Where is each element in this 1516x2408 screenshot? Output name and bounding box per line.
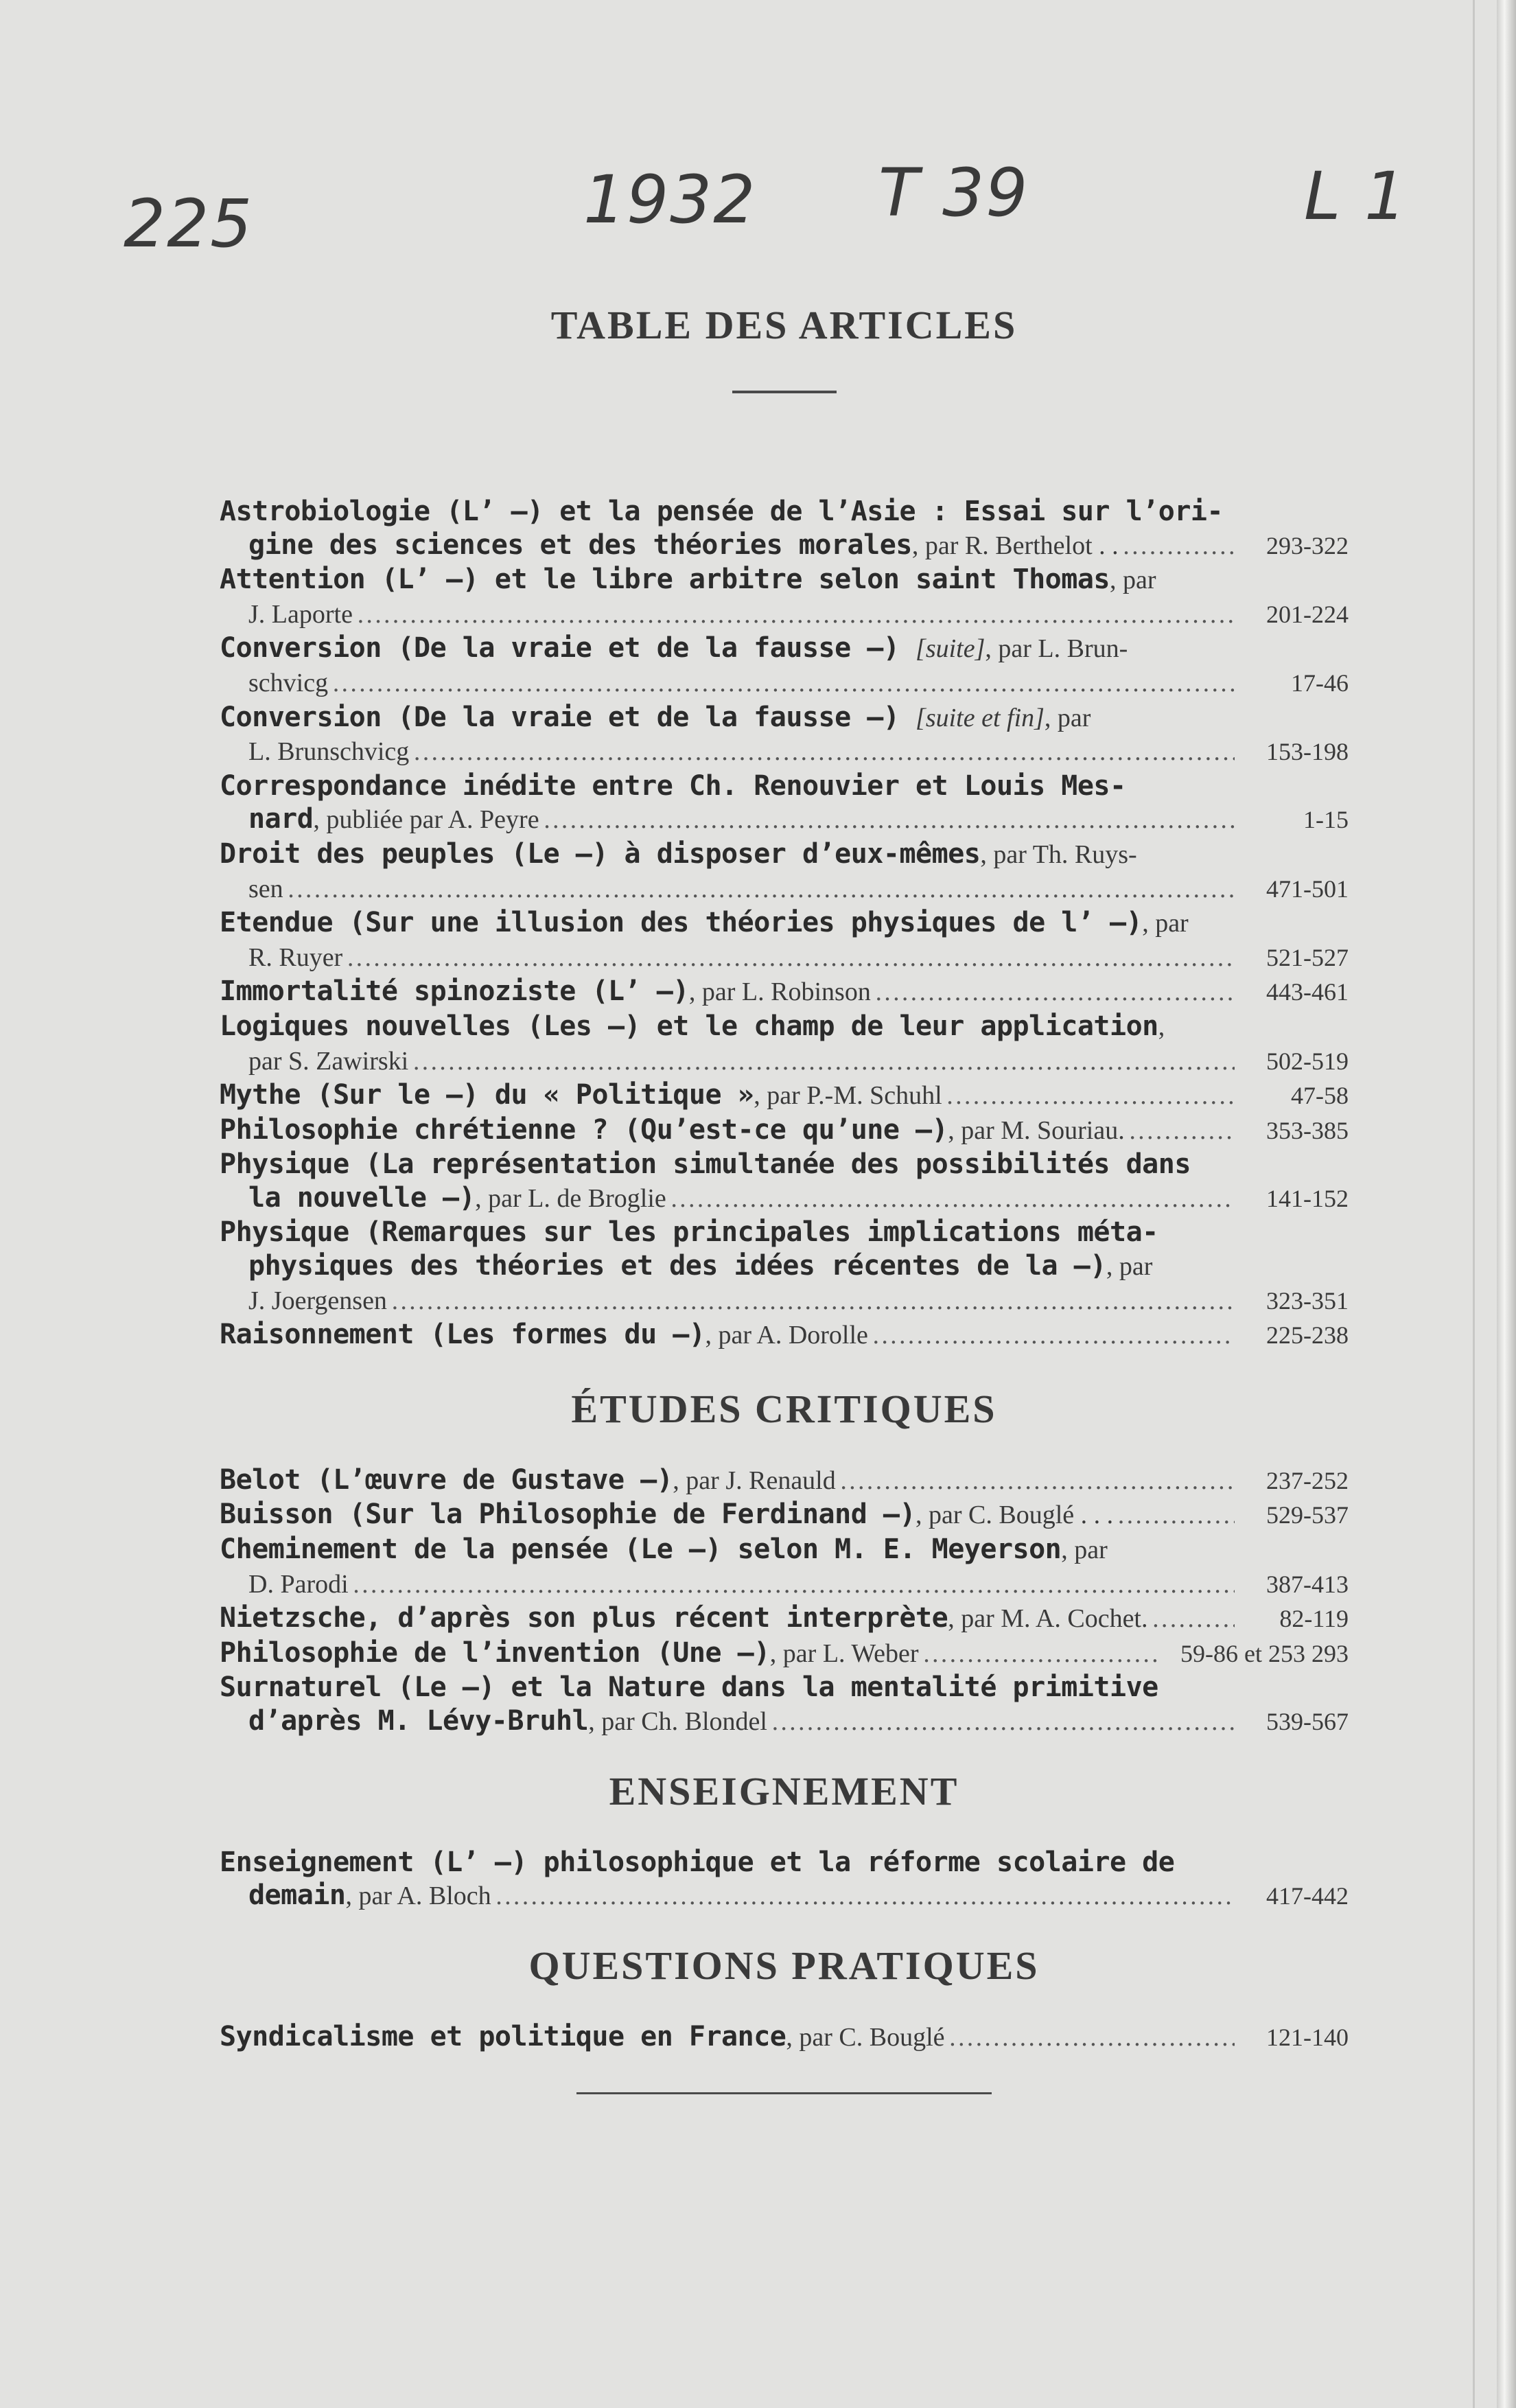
- entry-line: [220, 1704, 1349, 1739]
- entry-author: , par: [1142, 909, 1189, 938]
- toc-entry: [220, 1671, 1349, 1739]
- entry-author: R. Ruyer: [248, 942, 343, 972]
- entry-heading: Nietzsche, d’après son plus récent interprète: [220, 1602, 948, 1634]
- page-range: 443-461: [1266, 978, 1349, 1006]
- end-divider: [576, 2092, 992, 2094]
- entry-text: [220, 1078, 942, 1113]
- toc-entry: [220, 632, 1349, 700]
- entry-author: , par L. Robinson: [688, 977, 871, 1007]
- entry-line: [220, 563, 1349, 597]
- leader-dots: [1129, 1115, 1235, 1148]
- entry-text: [248, 802, 539, 837]
- toc-entry: [220, 769, 1349, 837]
- entry-heading: Immortalité spinoziste (L’ —): [220, 975, 689, 1008]
- entry-text: [248, 666, 328, 700]
- entry-text: [220, 975, 871, 1009]
- entry-text: [248, 734, 409, 769]
- entry-heading: Correspondance inédite entre Ch. Renouvier et Louis Mes-: [220, 769, 1126, 802]
- entry-heading: physiques des théories et des idées récentes de la —): [248, 1250, 1106, 1282]
- toc-entry: [220, 1533, 1349, 1601]
- page-range: 353-385: [1266, 1116, 1349, 1144]
- leader-dots: [1117, 1499, 1235, 1533]
- entry-text: [248, 872, 283, 906]
- toc-entry: [220, 563, 1349, 632]
- page-range: 17-46: [1291, 669, 1349, 697]
- leader-dots: [840, 1465, 1235, 1498]
- entry-author: , par C. Bouglé . . .: [916, 1501, 1114, 1530]
- entry-heading: Philosophie chrétienne ? (Qu’est-ce qu’une —): [220, 1113, 948, 1146]
- entry-heading: Physique (La représentation simultanée des possibilités dans: [220, 1148, 1191, 1181]
- title-divider: [732, 391, 837, 393]
- entry-text: [220, 632, 1128, 666]
- entry-line: [220, 1010, 1349, 1044]
- page-range: 59-86 et 253 293: [1180, 1639, 1349, 1667]
- page-range: 502-519: [1266, 1047, 1349, 1075]
- toc-entry: [220, 837, 1349, 906]
- entry-line: [220, 975, 1349, 1010]
- entry-heading: d’après M. Lévy-Bruhl: [248, 1705, 589, 1737]
- leader-dots: [347, 942, 1235, 975]
- entry-line: [220, 872, 1349, 907]
- toc-entry: [220, 1636, 1349, 1671]
- page-range: 417-442: [1266, 1882, 1349, 1910]
- toc-entry: [220, 1318, 1349, 1353]
- entry-text: [220, 1601, 1148, 1636]
- page-range: 471-501: [1266, 875, 1349, 903]
- leader-dots: [332, 667, 1235, 701]
- leader-dots: [413, 736, 1235, 769]
- entry-heading: Philosophie de l’invention (Une —): [220, 1636, 770, 1669]
- entry-author: , publiée par A. Peyre: [313, 805, 539, 835]
- etudes-list: [220, 1463, 1349, 1739]
- entry-author: , par A. Dorolle: [705, 1321, 868, 1350]
- entry-text: [248, 529, 1119, 563]
- leader-dots: [288, 873, 1235, 907]
- entry-text: [220, 1498, 1113, 1532]
- entry-line: [220, 1567, 1349, 1602]
- entry-heading: Etendue (Sur une illusion des théories physiques de l’ —): [220, 907, 1143, 939]
- toc-entry: [220, 906, 1349, 975]
- leader-dots: [670, 1183, 1235, 1216]
- page-range: 539-567: [1266, 1708, 1349, 1735]
- entry-line: [220, 701, 1349, 735]
- entry-heading: Enseignement (L’ —) philosophique et la réforme scolaire de: [220, 1846, 1175, 1878]
- entry-text: [220, 2020, 945, 2054]
- entry-line: [220, 1498, 1349, 1533]
- toc-entry: [220, 1846, 1349, 1914]
- toc-entry: [220, 2020, 1349, 2055]
- leader-dots: [1123, 530, 1235, 564]
- entry-text: [220, 1148, 1191, 1181]
- entry-text: [220, 837, 1137, 872]
- entry-author: L. Brunschvicg: [248, 737, 410, 767]
- entry-heading: gine des sciences et des théories morales: [248, 529, 912, 561]
- page-range: 153-198: [1266, 738, 1349, 766]
- handwritten-note-tome: T 39: [878, 154, 1029, 231]
- entry-text: [248, 597, 353, 632]
- entry-line: [220, 1113, 1349, 1148]
- entry-author: , par: [1044, 703, 1091, 732]
- entry-line: [220, 632, 1349, 666]
- entry-line: [220, 1879, 1349, 1914]
- entry-text: [220, 563, 1156, 597]
- section-title-questions: QUESTIONS PRATIQUES: [528, 1943, 1040, 1988]
- entry-author: , par Ch. Blondel: [588, 1707, 767, 1736]
- leader-dots: [391, 1285, 1235, 1319]
- entry-line: [220, 1846, 1349, 1879]
- entry-author: , par J. Renauld: [673, 1466, 836, 1495]
- page-edge: [1497, 0, 1516, 2408]
- entry-author: , par M. Souriau.: [948, 1115, 1125, 1145]
- toc-entry: [220, 975, 1349, 1010]
- toc-entry: [220, 1463, 1349, 1498]
- entry-heading: nard: [248, 803, 314, 835]
- entry-note: [suite]: [916, 634, 986, 664]
- entry-line: [220, 597, 1349, 632]
- section-title-enseignement: ENSEIGNEMENT: [609, 1768, 959, 1814]
- questions-list: [220, 2020, 1349, 2055]
- entry-heading: Logiques nouvelles (Les —) et le champ de leur application: [220, 1010, 1158, 1042]
- leader-dots: [875, 976, 1235, 1010]
- handwritten-note-number: 225: [124, 185, 254, 262]
- entry-line: [220, 940, 1349, 975]
- page-range: 47-58: [1291, 1082, 1349, 1110]
- toc-entry: [220, 1498, 1349, 1533]
- entry-text: [248, 1704, 767, 1739]
- entry-heading: demain: [248, 1879, 346, 1912]
- entry-line: [220, 1078, 1349, 1113]
- entry-heading: Syndicalisme et politique en France: [220, 2020, 786, 2052]
- page-range: 323-351: [1266, 1286, 1349, 1315]
- entry-author: ,: [1158, 1012, 1165, 1041]
- entry-text: [220, 1636, 919, 1671]
- entry-heading: Buisson (Sur la Philosophie de Ferdinand —): [220, 1498, 916, 1531]
- entry-heading: Raisonnement (Les formes du —): [220, 1319, 705, 1351]
- entry-line: [220, 1044, 1349, 1079]
- leader-dots: [353, 1568, 1235, 1602]
- entry-text: [220, 769, 1126, 803]
- page-range: 225-238: [1266, 1321, 1349, 1350]
- entry-line: [220, 1671, 1349, 1704]
- leader-dots: [872, 1319, 1235, 1353]
- leader-dots: [946, 1080, 1235, 1113]
- entry-line: [220, 1249, 1349, 1284]
- page-range: 201-224: [1266, 600, 1349, 628]
- leader-dots: [949, 2022, 1235, 2055]
- entry-author: , par C. Bouglé: [786, 2022, 945, 2052]
- leader-dots: [544, 804, 1235, 837]
- entry-line: [220, 1181, 1349, 1216]
- articles-list: [220, 495, 1349, 1353]
- entry-line: [220, 802, 1349, 837]
- page-range: 121-140: [1266, 2023, 1349, 2051]
- toc-entry: [220, 1078, 1349, 1113]
- entry-text: [248, 940, 342, 975]
- entry-text: [248, 1181, 666, 1216]
- entry-heading: Physique (Remarques sur les principales implications méta-: [220, 1216, 1158, 1249]
- entry-heading: Astrobiologie (L’ —) et la pensée de l’Asie : Essai sur l’ori-: [220, 496, 1224, 527]
- entry-author: , par: [1061, 1536, 1108, 1565]
- entry-author: , par L. Brun-: [985, 634, 1128, 664]
- entry-line: [220, 906, 1349, 940]
- entry-author: J. Laporte: [248, 599, 353, 629]
- entry-line: [220, 666, 1349, 701]
- leader-dots: [412, 1045, 1235, 1079]
- page-range: 237-252: [1266, 1466, 1349, 1494]
- entry-line: [220, 2020, 1349, 2055]
- toc-entry: [220, 1113, 1349, 1148]
- entry-author: , par: [1110, 566, 1156, 595]
- entry-heading: Mythe (Sur le —) du « Politique »: [220, 1079, 754, 1111]
- toc-entry: [220, 1216, 1349, 1318]
- entry-line: [220, 837, 1349, 872]
- entry-line: [220, 1284, 1349, 1319]
- entry-author: , par M. A. Cochet.: [948, 1604, 1148, 1634]
- page-range: 387-413: [1266, 1570, 1349, 1598]
- leader-dots: [771, 1706, 1235, 1739]
- entry-heading: Belot (L’œuvre de Gustave —): [220, 1463, 673, 1496]
- entry-author: , par Th. Ruys-: [980, 840, 1137, 869]
- entry-author: , par P.-M. Schuhl: [754, 1081, 942, 1111]
- entry-author: , par: [1106, 1252, 1153, 1282]
- toc-entry: [220, 701, 1349, 769]
- entry-author: J. Joergensen: [248, 1286, 387, 1315]
- section-title-etudes: ÉTUDES CRITIQUES: [571, 1386, 997, 1431]
- entry-line: [220, 1533, 1349, 1567]
- entry-text: [220, 1216, 1158, 1249]
- entry-text: [248, 1284, 387, 1318]
- entry-heading: Droit des peuples (Le —) à disposer d’eux-mêmes: [220, 837, 981, 870]
- entry-line: [220, 734, 1349, 769]
- entry-heading: la nouvelle —): [248, 1181, 476, 1214]
- entry-author: , par R. Berthelot . .: [911, 531, 1119, 560]
- entry-author: , par L. Weber: [769, 1639, 919, 1668]
- page-range: 141-152: [1266, 1184, 1349, 1212]
- entry-text: [220, 1010, 1165, 1044]
- entry-heading: Conversion (De la vraie et de la fausse —): [220, 701, 916, 733]
- page-range: 82-119: [1279, 1605, 1349, 1633]
- enseignement-list: [220, 1846, 1349, 1914]
- entry-text: [248, 1567, 349, 1601]
- entry-author: , par A. Bloch: [345, 1882, 491, 1911]
- handwritten-note-year: 1932: [583, 161, 757, 238]
- entry-author: D. Parodi: [248, 1569, 349, 1599]
- leader-dots: [1152, 1603, 1235, 1636]
- entry-author: sen: [248, 874, 283, 903]
- entry-text: [248, 1879, 491, 1913]
- entry-line: [220, 529, 1349, 564]
- entry-text: [220, 1671, 1158, 1704]
- entry-line: [220, 769, 1349, 803]
- page-edge-shadow: [1473, 0, 1475, 2408]
- entry-text: [220, 906, 1189, 940]
- toc-entry: [220, 1010, 1349, 1078]
- page-range: 529-537: [1266, 1501, 1349, 1529]
- entry-author: par S. Zawirski: [248, 1046, 409, 1076]
- entry-note: [suite et fin]: [916, 703, 1045, 732]
- entry-text: [220, 1533, 1108, 1567]
- entry-text: [220, 1113, 1125, 1148]
- page-range: 293-322: [1266, 531, 1349, 559]
- entry-heading: Cheminement de la pensée (Le —) selon M. E. Meyerson: [220, 1533, 1062, 1566]
- entry-line: [220, 1148, 1349, 1181]
- toc-entry: [220, 495, 1349, 563]
- handwritten-note-corner: L 1: [1304, 158, 1408, 235]
- entry-author: , par L. de Broglie: [475, 1183, 666, 1213]
- entry-line: [220, 1318, 1349, 1353]
- entry-line: [220, 1636, 1349, 1671]
- entry-author: schvicg: [248, 668, 329, 697]
- entry-line: [220, 495, 1349, 529]
- page-title: TABLE DES ARTICLES: [550, 303, 1018, 347]
- leader-dots: [923, 1638, 1159, 1671]
- entry-text: [220, 701, 1091, 735]
- entry-text: [220, 495, 1223, 529]
- entry-line: [220, 1601, 1349, 1636]
- entry-text: [220, 1463, 836, 1498]
- entry-heading: Attention (L’ —) et le libre arbitre selon saint Thomas: [220, 564, 1110, 596]
- toc-entry: [220, 1148, 1349, 1216]
- entry-text: [220, 1318, 868, 1352]
- entry-line: [220, 1216, 1349, 1249]
- table-of-contents: [220, 302, 1349, 2094]
- page-range: 1-15: [1303, 806, 1349, 834]
- entry-heading: Surnaturel (Le —) et la Nature dans la mentalité primitive: [220, 1671, 1158, 1704]
- page-range: 521-527: [1266, 943, 1349, 971]
- entry-text: [248, 1044, 408, 1078]
- entry-text: [248, 1249, 1152, 1284]
- toc-entry: [220, 1601, 1349, 1636]
- entry-line: [220, 1463, 1349, 1498]
- entry-text: [220, 1846, 1174, 1879]
- leader-dots: [495, 1880, 1235, 1914]
- leader-dots: [357, 599, 1235, 632]
- entry-heading: Conversion (De la vraie et de la fausse —): [220, 632, 916, 664]
